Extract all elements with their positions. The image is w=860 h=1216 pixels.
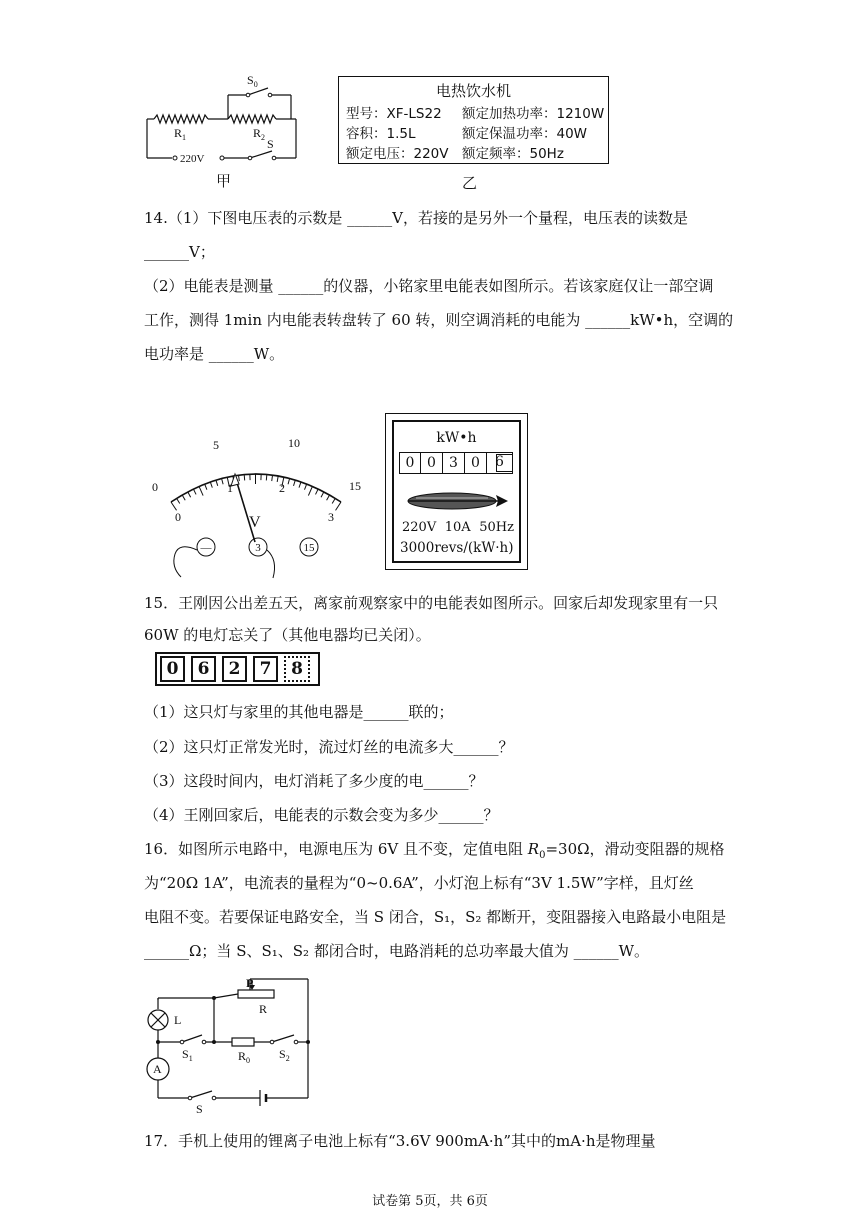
meter-spec-frequency: 50Hz	[479, 520, 514, 535]
meter-decimal-frame	[496, 454, 513, 472]
q14-line5: 电功率是 ______W。	[144, 345, 285, 363]
voltmeter-scale-tick	[210, 482, 212, 488]
voltmeter-scale-tick	[188, 492, 191, 497]
q14-line1: 14.（1）下图电压表的示数是 ______V，若接的是另外一个量程，电压表的读数是	[144, 209, 689, 227]
voltmeter-scale-tick	[216, 480, 218, 486]
terminal-negative: —	[200, 542, 212, 554]
circuit-figure-q16	[142, 976, 322, 1116]
nameplate-keep-power: 额定保温功率：40W	[462, 126, 588, 142]
q16-s2-label: $S_2$	[279, 1047, 290, 1063]
q15-sub3: （3）这段时间内，电灯消耗了多少度的电______？	[144, 772, 484, 790]
lower-tick-0: 0	[175, 510, 181, 524]
voltmeter-scale-tick	[193, 489, 196, 494]
voltmeter-scale-tick	[239, 475, 240, 481]
q16-s1-label: $S_1$	[182, 1047, 193, 1063]
meter-spec-current: 10A	[444, 520, 471, 535]
voltmeter-scale-tick	[266, 474, 267, 480]
nameplate-heat-power: 额定加热功率：1210W	[462, 106, 605, 122]
q16-line1	[144, 839, 725, 866]
meter-specs	[402, 520, 514, 535]
q16-r0-symbol: R	[527, 840, 540, 858]
q17-line1: 17．手机上使用的锂离子电池上标有“3.6V 900mA·h”其中的mA·h是物理量	[144, 1132, 656, 1150]
voltmeter-scale-tick	[288, 478, 290, 484]
q16-line1-part-a: 16．如图所示电路中，电源电压为 6V 且不变，定值电阻	[144, 840, 528, 858]
voltmeter-scale-tick	[327, 495, 330, 500]
q16-r0-subscript: 0	[539, 850, 546, 861]
q16-s-label: S	[196, 1102, 203, 1116]
q14-line3: （2）电能表是测量 ______的仪器，小铭家里电能表如图所示。若该家庭仅让一部空调	[144, 277, 714, 295]
voltmeter-scale-tick	[308, 486, 312, 495]
q15-sub1: （1）这只灯与家里的其他电器是______联的；	[144, 703, 454, 721]
voltmeter-scale-tick	[244, 474, 245, 480]
upper-tick-5: 5	[213, 438, 219, 452]
voltmeter-unit: V	[249, 514, 261, 531]
meter-spec-voltage: 220V	[402, 520, 437, 535]
q15-digit-4: 7	[253, 656, 278, 682]
nameplate-model: 型号：XF-LS22	[346, 106, 442, 122]
q15-line1: 15．王刚因公出差五天，离家前观察家中的电能表如图所示。回家后却发现家里有一只	[144, 594, 719, 612]
voltmeter-figure	[143, 432, 368, 580]
q15-digit-1: 0	[160, 656, 185, 682]
meter-digit-1: 0	[399, 452, 421, 474]
nameplate-volume: 容积：1.5L	[346, 126, 416, 142]
nameplate-title: 电热饮水机	[435, 82, 511, 100]
voltmeter-scale-tick	[332, 498, 335, 503]
energy-meter-unit: kW•h	[436, 430, 477, 446]
voltmeter-scale-tick	[336, 502, 341, 510]
nameplate-frequency: 额定频率：50Hz	[462, 146, 564, 162]
q15-digit-5-decimal: 8	[284, 656, 310, 682]
r1-label: $R_1$	[174, 126, 187, 142]
s0-label: $S_0$	[247, 73, 258, 89]
q16-l-label: L	[174, 1013, 182, 1027]
q16-r-label: R	[259, 1002, 268, 1016]
q16-r0-label: $R_0$	[238, 1049, 251, 1065]
upper-tick-0: 0	[152, 480, 158, 494]
meter-digit-5-decimal: 6	[487, 452, 513, 474]
q14-line2: ______V；	[144, 243, 215, 261]
q15-line2: 60W 的电灯忘关了（其他电器均已关闭）。	[144, 626, 431, 644]
q16-ammeter-label: A	[153, 1062, 162, 1076]
q16-line3: 电阻不变。若要保证电路安全，当 S 闭合，S₁，S₂ 都断开，变阻器接入电路最小电阻是	[144, 908, 727, 926]
meter-digit-2: 0	[421, 452, 443, 474]
voltmeter-scale-tick	[182, 495, 185, 500]
lower-tick-1: 1	[227, 481, 233, 495]
terminal-3: 3	[255, 542, 261, 554]
q15-digit-3: 2	[222, 656, 247, 682]
r2-label: $R_2$	[253, 126, 266, 142]
voltmeter-scale-tick	[177, 498, 180, 503]
lower-tick-3: 3	[328, 510, 334, 524]
voltmeter-scale-tick	[321, 492, 324, 497]
voltmeter-scale-tick	[272, 475, 273, 481]
q16-line1-part-b: =30Ω，滑动变阻器的规格	[545, 840, 725, 858]
q16-line4: ______Ω；当 S、S₁、S₂ 都闭合时，电路消耗的总功率最大值为 ______W。	[144, 942, 650, 960]
circuit-figure-jia	[140, 68, 310, 190]
meter-disc-icon	[402, 487, 512, 515]
s-label: S	[267, 137, 274, 151]
page-footer: 试卷第 5页，共 6页	[372, 1194, 488, 1209]
voltmeter-scale-tick	[205, 484, 207, 490]
voltmeter-scale-tick	[304, 484, 306, 490]
voltmeter-scale-tick	[294, 480, 296, 486]
meter-digit-4: 0	[465, 452, 487, 474]
meter-digit-3: 3	[443, 452, 465, 474]
q14-line4: 工作，测得 1min 内电能表转盘转了 60 转，则空调消耗的电能为 ______kW•h，空调的	[144, 311, 734, 329]
nameplate-rated-voltage: 额定电压：220V	[346, 146, 449, 162]
caption-yi: 乙	[462, 174, 478, 192]
q16-line2: 为“20Ω 1A”，电流表的量程为“0~0.6A”，小灯泡上标有“3V 1.5W”字样，且灯丝	[144, 874, 694, 892]
q15-sub4: （4）王刚回家后，电能表的示数会变为多少______？	[144, 806, 499, 824]
meter-constant: 3000revs/(kW·h)	[400, 540, 514, 556]
voltage-label: 220V	[180, 153, 205, 165]
lower-tick-2: 2	[279, 481, 285, 495]
upper-tick-10: 10	[288, 436, 300, 450]
q15-meter-digits	[160, 656, 310, 682]
caption-jia: 甲	[216, 172, 232, 190]
terminal-15: 15	[303, 542, 315, 554]
upper-tick-15: 15	[349, 479, 361, 493]
q15-digit-2: 6	[191, 656, 216, 682]
voltmeter-scale-tick	[316, 489, 319, 494]
voltmeter-scale-tick	[222, 478, 224, 484]
q16-p-label: P	[246, 976, 254, 990]
voltmeter-scale-tick	[199, 486, 203, 495]
q15-sub2: （2）这只灯正常发光时，流过灯丝的电流多大______？	[144, 738, 514, 756]
voltmeter-scale-tick	[299, 482, 301, 488]
